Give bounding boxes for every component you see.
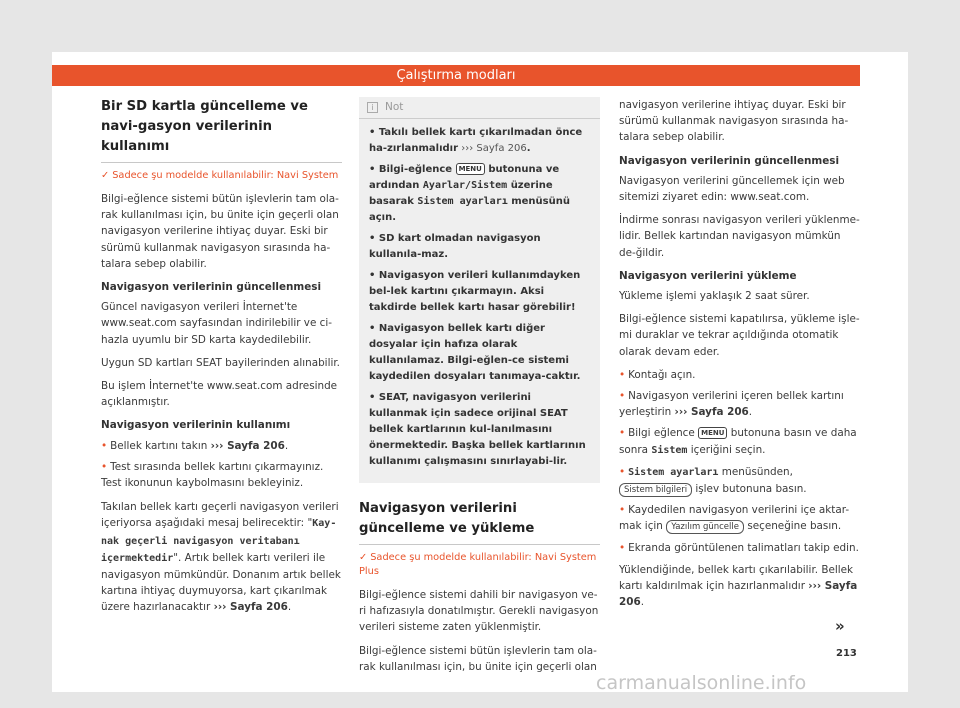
- menu-button-icon: MENU: [698, 427, 727, 439]
- note-text: butonuna ve ardından: [369, 164, 560, 191]
- paragraph: Bilgi-eğlence sistemi dahili bir navigasyon ve-ri hafızasıyla donatılmıştır. Gerekli navigasyon verileri sisteme zaten yüklenmiştir.: [359, 589, 599, 634]
- column-right: [619, 97, 860, 617]
- note-end: .: [526, 143, 531, 154]
- column-middle: [359, 97, 600, 682]
- bullet-test: [101, 459, 342, 491]
- bullet-dot-icon: •: [369, 270, 379, 281]
- final-end: .: [640, 596, 645, 609]
- step-text: butonuna basın ve daha sonra: [619, 427, 857, 456]
- note-label: Not: [385, 101, 404, 114]
- step-bullet: [619, 464, 860, 497]
- note-text: üzerine basarak: [369, 180, 553, 207]
- bullet-dot-icon: •: [619, 465, 626, 478]
- bullet-dot-icon: •: [101, 460, 108, 473]
- bullet-dot-icon: •: [369, 127, 379, 138]
- note-text: SD kart olmadan navigasyon kullanıla-maz.: [369, 233, 541, 260]
- use-heading: Navigasyon verilerinin kullanımı: [101, 419, 291, 432]
- system-message: Kay-nak geçerli navigasyon veritabanı içermektedir: [101, 518, 337, 564]
- availability-text: Sadece şu modelde kullanılabilir: Navi System Plus: [359, 552, 597, 577]
- note-bullet: [369, 162, 592, 226]
- system-info-button: Sistem bilgileri: [619, 483, 692, 497]
- bullet-dot-icon: •: [619, 504, 626, 517]
- step-text: içeriğini seçin.: [690, 443, 766, 456]
- bullet-dot-icon: •: [619, 541, 626, 554]
- step-text: Kaydedilen navigasyon verilerini içe aktar-mak için: [619, 504, 850, 533]
- section-title-update-load: Navigasyon verilerini güncelleme ve yükleme: [359, 499, 600, 545]
- step-bullet: [619, 502, 860, 534]
- update-heading: Navigasyon verilerinin güncellenmesi: [101, 281, 322, 294]
- menu-name: Sistem: [651, 444, 688, 456]
- message-paragraph: [101, 499, 342, 615]
- para-text: Takılan bellek kartı geçerli navigasyon verileri içeriyorsa aşağıdaki mesaj belirecektir: ": [101, 501, 339, 530]
- bullet-dot-icon: •: [619, 390, 626, 403]
- page-reference-link[interactable]: ››› Sayfa 206: [461, 143, 527, 154]
- page-reference-link[interactable]: ››› Sayfa 206: [674, 406, 749, 419]
- note-text: Navigasyon verileri kullanımdayken bel-lek kartını çıkarmayın. Aksi takdirde bellek kartı hasar görebilir!: [369, 270, 581, 313]
- update-paragraph-3: Bu işlem İnternet'te www.seat.com adresinde açıklanmıştır.: [101, 380, 338, 409]
- note-bullet: [369, 268, 592, 316]
- step-text: Ekranda görüntülenen talimatları takip edin.: [628, 541, 859, 554]
- bullet-dot-icon: •: [369, 233, 379, 244]
- availability-text: Sadece şu modelde kullanılabilir: Navi System: [112, 170, 339, 181]
- page-reference-link[interactable]: ››› Sayfa 206: [213, 601, 288, 614]
- step-end: .: [748, 406, 753, 419]
- continue-arrow-icon: »: [835, 617, 845, 635]
- note-bullet: [369, 321, 592, 385]
- watermark: carmanualsonline.info: [596, 672, 807, 694]
- page-number: 213: [836, 648, 857, 659]
- check-icon: ✓: [101, 170, 110, 181]
- paragraph: İndirme sonrası navigasyon verileri yüklenme-lidir. Bellek kartından navigasyon mümkün de-ğildir.: [619, 214, 860, 259]
- software-update-button: Yazılım güncelle: [666, 520, 744, 534]
- note-text: SEAT, navigasyon verilerini kullanmak için sadece orijinal SEAT bellek kartlarının kul-lanılmasını önermektedir. Başka bellek kartlarının kullanımı çalışmasını sınırlayabi-lir.: [369, 392, 586, 467]
- bullet-text: Bellek kartını takın: [110, 439, 208, 452]
- step-text: Kontağı açın.: [628, 368, 696, 381]
- final-text: Yüklendiğinde, bellek kartı çıkarılabilir. Bellek kartı kaldırılmak için hazırlanmalıdır: [619, 563, 854, 593]
- step-bullet: [619, 425, 860, 458]
- note-box: [359, 97, 600, 483]
- note-bullet: [369, 125, 592, 157]
- paragraph: Bilgi-eğlence sistemi bütün işlevlerin tam ola-rak kullanılması için, bu ünite için geçerli olan: [359, 644, 597, 673]
- step-text: seçeneğine basın.: [747, 520, 842, 533]
- paragraph: navigasyon verilerine ihtiyaç duyar. Eski bir sürümü kullanmak navigasyon sırasında ha-talara sebep olabilir.: [619, 99, 849, 144]
- menu-path: Ayarlar/Sistem: [422, 180, 508, 191]
- section-title-sd-card: Bir SD kartla güncelleme ve navi-gasyon verilerinin kullanımı: [101, 97, 342, 163]
- bullet-dot-icon: •: [369, 164, 379, 175]
- para-end: .: [287, 601, 292, 614]
- bullet-dot-icon: •: [101, 439, 108, 452]
- final-paragraph: [619, 562, 860, 611]
- bullet-insert-card: [101, 438, 342, 454]
- paragraph: Bilgi-eğlence sistemi kapatılırsa, yükleme işle-mi duraklar ve tekrar açıldığında otomatik olarak devam eder.: [619, 313, 860, 358]
- note-header: [359, 97, 600, 119]
- note-body: [359, 119, 600, 470]
- step-text: Navigasyon verilerini içeren bellek kartını yerleştirin: [619, 390, 844, 419]
- menu-button-icon: MENU: [456, 163, 485, 175]
- bullet-dot-icon: •: [369, 392, 379, 403]
- bullet-dot-icon: •: [619, 368, 626, 381]
- menu-name: Sistem ayarları: [417, 196, 508, 207]
- info-icon: i: [367, 102, 378, 113]
- step-text: menüsünden,: [721, 465, 793, 478]
- step-bullet: [619, 388, 860, 420]
- note-text: menüsünü açın.: [369, 196, 570, 223]
- update-heading: Navigasyon verilerinin güncellenmesi: [619, 154, 840, 167]
- note-bullet: [369, 390, 592, 470]
- paragraph: Navigasyon verilerini güncellemek için web sitemizi ziyaret edin: www.seat.com.: [619, 174, 845, 204]
- bullet-text: Test sırasında bellek kartını çıkarmayınız. Test ikonunun kaybolmasını bekleyiniz.: [101, 460, 324, 490]
- update-paragraph-1: Güncel navigasyon verileri İnternet'te www.seat.com sayfasından indirilebilir ve ci-hazla uyumlu bir SD karta kaydedilebilir.: [101, 301, 332, 346]
- note-text: Takılı bellek kartı çıkarılmadan önce ha-zırlanmalıdır: [369, 127, 583, 154]
- bullet-end: .: [284, 439, 289, 452]
- step-bullet: [619, 540, 860, 556]
- note-bullet: [369, 231, 592, 263]
- page-reference-link[interactable]: ››› Sayfa 206: [210, 439, 285, 452]
- load-heading: Navigasyon verilerini yükleme: [619, 269, 797, 282]
- paragraph: Yükleme işlemi yaklaşık 2 saat sürer.: [619, 290, 810, 303]
- page-header: Çalıştırma modları: [52, 65, 860, 86]
- column-left: [101, 97, 342, 623]
- check-icon: ✓: [359, 552, 368, 563]
- note-text: Navigasyon bellek kartı diğer dosyalar için hafıza olarak kullanılamaz. Bilgi-eğlen-ce sistemi kaydedilen dosyaları tanımaya-caktır.: [369, 323, 581, 382]
- page-reference-link[interactable]: ››› Sayfa 206: [619, 580, 858, 609]
- availability-note: [101, 169, 342, 183]
- para-text: ". Artık bellek kartı verileri ile navigasyon mümkündür. Donanım artık bellek kartına ihtiyaç duymuyorsa, kart çıkarılmak üzere hazırlanacaktır: [101, 551, 341, 614]
- menu-name: Sistem ayarları: [628, 466, 719, 478]
- intro-paragraph: Bilgi-eğlence sistemi bütün işlevlerin tam ola-rak kullanılması için, bu ünite için geçerli olan navigasyon verilerine ihtiyaç duyar. Eski bir sürümü kullanmak navigasyon sırasında ha-talara sebep olabilir.: [101, 193, 339, 270]
- step-bullet: [619, 367, 860, 383]
- bullet-dot-icon: •: [369, 323, 379, 334]
- note-text: Bilgi-eğlence: [378, 164, 453, 175]
- availability-note: [359, 551, 600, 579]
- update-paragraph-2: Uygun SD kartları SEAT bayilerinden alınabilir.: [101, 356, 340, 369]
- bullet-dot-icon: •: [619, 427, 626, 440]
- step-text: Bilgi eğlence: [628, 427, 695, 440]
- step-text: işlev butonuna basın.: [695, 483, 807, 496]
